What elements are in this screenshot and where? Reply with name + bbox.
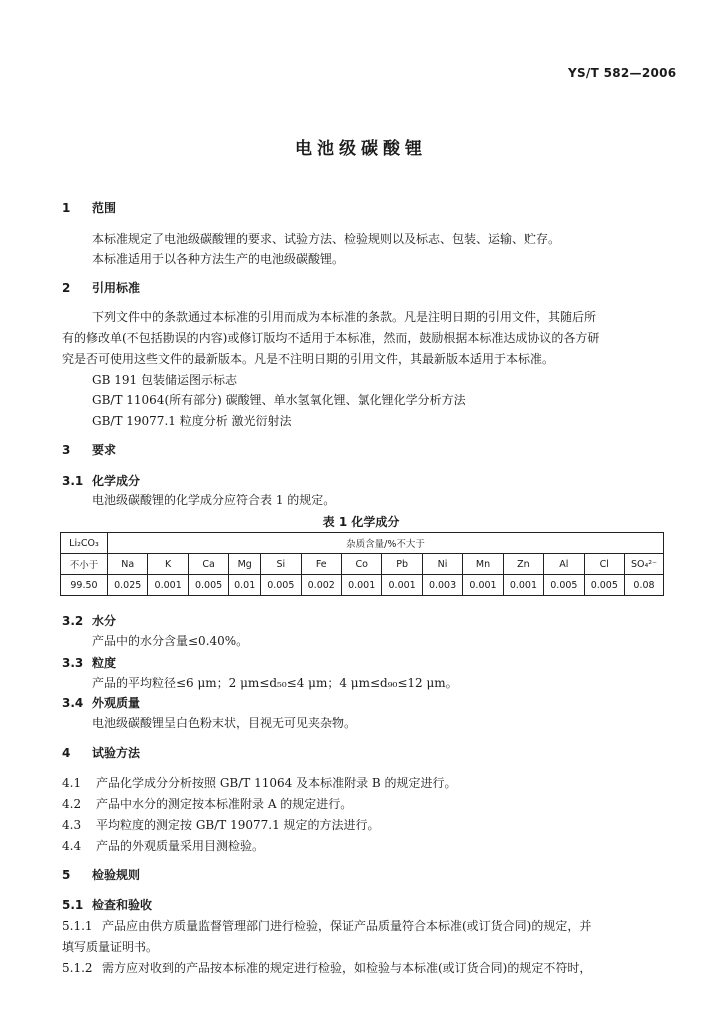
clause-number: 4.3	[62, 818, 82, 832]
section-2-heading	[62, 279, 140, 296]
header-cell: 不小于	[61, 554, 108, 575]
clause-text: 产品应由供方质量监督管理部门进行检验，保证产品质量符合本标准(或订货合同)的规定，并	[102, 919, 592, 933]
element-cell: Ni	[422, 554, 462, 575]
paragraph: 究是否可使用这些文件的最新版本。凡是不注明日期的引用文件，其最新版本适用于本标准。	[62, 352, 555, 366]
section-number: 5.1	[62, 898, 84, 912]
section-number: 3.2	[62, 614, 84, 628]
clause-number: 5.1.1	[62, 919, 93, 933]
subsection-3-2-heading	[62, 612, 116, 629]
paragraph: 电池级碳酸锂的化学成分应符合表 1 的规定。	[92, 493, 336, 507]
value-cell: 0.005	[261, 575, 301, 596]
section-title: 粒度	[92, 656, 117, 670]
clause-item	[62, 816, 380, 833]
reference-item: GB 191 包装储运图示标志	[92, 373, 237, 387]
section-number: 1	[62, 201, 71, 215]
value-cell: 0.001	[148, 575, 188, 596]
element-cell: Mg	[229, 554, 261, 575]
chemical-composition-table	[60, 532, 664, 596]
section-number: 2	[62, 281, 71, 295]
value-cell: 0.005	[584, 575, 624, 596]
section-title: 水分	[92, 614, 117, 628]
table-value-row	[61, 575, 664, 596]
clause-item	[62, 837, 264, 854]
section-number: 5	[62, 868, 71, 882]
subsection-3-4-heading	[62, 694, 140, 711]
section-title: 要求	[92, 443, 117, 457]
section-title: 化学成分	[92, 474, 141, 488]
value-cell: 0.005	[188, 575, 228, 596]
section-title: 外观质量	[92, 696, 141, 710]
clause-number: 4.4	[62, 839, 82, 853]
section-5-heading	[62, 866, 140, 883]
element-cell: Al	[544, 554, 584, 575]
clause-number: 5.1.2	[62, 961, 93, 975]
header-cell: 杂质含量/%不大于	[108, 533, 664, 554]
clause-item	[62, 795, 352, 812]
value-cell: 0.025	[108, 575, 148, 596]
subsection-5-1-heading	[62, 896, 152, 913]
reference-item: GB/T 19077.1 粒度分析 激光衍射法	[92, 414, 292, 428]
section-title: 检验规则	[92, 868, 141, 882]
value-cell: 0.002	[301, 575, 341, 596]
element-cell: Na	[108, 554, 148, 575]
value-cell: 0.001	[503, 575, 543, 596]
clause-item	[62, 959, 591, 976]
section-1-heading	[62, 199, 116, 216]
element-cell: Pb	[382, 554, 422, 575]
clause-text: 产品中水分的测定按本标准附录 A 的规定进行。	[96, 797, 353, 811]
element-cell: Co	[341, 554, 381, 575]
table-element-row	[61, 554, 664, 575]
clause-text: 平均粒度的测定按 GB/T 19077.1 规定的方法进行。	[96, 818, 380, 832]
section-title: 检查和验收	[92, 898, 153, 912]
value-cell: 0.001	[382, 575, 422, 596]
reference-item: GB/T 11064(所有部分) 碳酸锂、单水氢氧化锂、氯化锂化学分析方法	[92, 393, 466, 407]
paragraph: 填写质量证明书。	[62, 940, 159, 954]
paragraph: 下列文件中的条款通过本标准的引用而成为本标准的条款。凡是注明日期的引用文件，其随后所	[92, 310, 597, 324]
value-cell: 0.08	[625, 575, 664, 596]
clause-number: 4.1	[62, 776, 82, 790]
subsection-3-1-heading	[62, 472, 140, 489]
value-cell: 0.001	[463, 575, 503, 596]
table-caption: 表 1 化学成分	[322, 515, 400, 529]
element-cell: Ca	[188, 554, 228, 575]
paragraph: 有的修改单(不包括勘误的内容)或修订版均不适用于本标准，然而，鼓励根据本标准达成协议的各方研	[62, 331, 600, 345]
document-number: YS/T 582—2006	[568, 66, 677, 80]
clause-text: 产品化学成分分析按照 GB/T 11064 及本标准附录 B 的规定进行。	[96, 776, 457, 790]
element-cell: Si	[261, 554, 301, 575]
element-cell: Cl	[584, 554, 624, 575]
paragraph: 电池级碳酸锂呈白色粉末状，目视无可见夹杂物。	[92, 716, 357, 730]
section-title: 范围	[92, 201, 117, 215]
clause-item	[62, 774, 457, 791]
section-title: 试验方法	[92, 746, 141, 760]
element-cell: Mn	[463, 554, 503, 575]
paragraph: 本标准适用于以各种方法生产的电池级碳酸锂。	[92, 252, 345, 266]
clause-item	[62, 917, 591, 934]
value-cell: 0.005	[544, 575, 584, 596]
paragraph: 产品的平均粒径≤6 μm；2 μm≤d₅₀≤4 μm；4 μm≤d₉₀≤12 μm。	[92, 676, 458, 690]
section-number: 3	[62, 443, 71, 457]
table-header-row	[61, 533, 664, 554]
value-cell: 0.003	[422, 575, 462, 596]
clause-text: 产品的外观质量采用目测检验。	[96, 839, 265, 853]
section-4-heading	[62, 744, 140, 761]
element-cell: Fe	[301, 554, 341, 575]
element-cell: Zn	[503, 554, 543, 575]
header-cell: Li₂CO₃	[61, 533, 108, 554]
value-cell: 99.50	[61, 575, 108, 596]
clause-number: 4.2	[62, 797, 82, 811]
paragraph: 本标准规定了电池级碳酸锂的要求、试验方法、检验规则以及标志、包装、运输、贮存。	[92, 232, 561, 246]
section-number: 4	[62, 746, 71, 760]
value-cell: 0.001	[341, 575, 381, 596]
element-cell: SO₄²⁻	[625, 554, 664, 575]
section-number: 3.4	[62, 696, 84, 710]
paragraph: 产品中的水分含量≤0.40%。	[92, 634, 249, 648]
subsection-3-3-heading	[62, 654, 116, 671]
element-cell: K	[148, 554, 188, 575]
section-title: 引用标准	[92, 281, 141, 295]
clause-text: 需方应对收到的产品按本标准的规定进行检验，如检验与本标准(或订货合同)的规定不符时，	[102, 961, 592, 975]
section-number: 3.3	[62, 656, 84, 670]
section-number: 3.1	[62, 474, 84, 488]
value-cell: 0.01	[229, 575, 261, 596]
section-3-heading	[62, 441, 116, 458]
page-title: 电池级碳酸锂	[295, 139, 427, 159]
